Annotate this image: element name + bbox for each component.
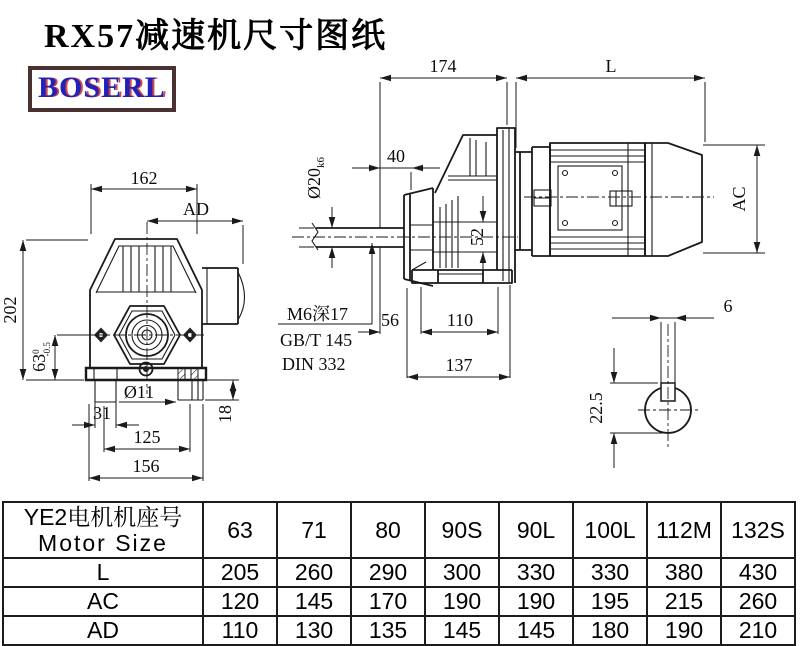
col-header: 112M (647, 502, 721, 558)
col-header: 90S (425, 502, 499, 558)
dim-18-label: 18 (215, 405, 235, 423)
foot-slot-hatch-right (191, 368, 198, 380)
col-header: 90L (499, 502, 573, 558)
page-title: RX57减速机尺寸图纸 (44, 18, 388, 55)
dim-L-label: L (605, 56, 617, 76)
dim-key-height-label: 22.5 (586, 392, 606, 424)
col-header: 132S (721, 502, 795, 558)
cell: 130 (277, 616, 351, 645)
cell: 145 (425, 616, 499, 645)
dim-174-label: 174 (429, 56, 457, 76)
dimension-table (2, 501, 796, 646)
note-din-standard: DIN 332 (282, 354, 346, 374)
cell: 330 (573, 558, 647, 587)
dim-52-label: 52 (467, 228, 487, 246)
cell: 205 (203, 558, 277, 587)
note-gb-standard: GB/T 145 (280, 330, 353, 350)
note-tap-hole: M6深17 (287, 304, 349, 324)
dim-31-label: 31 (93, 403, 111, 423)
fan-cover (645, 143, 702, 256)
output-shaft (316, 228, 404, 247)
side-ribs (440, 138, 486, 268)
cell: 110 (203, 616, 277, 645)
col-header: 80 (351, 502, 425, 558)
foot-slot-hatch-left (178, 368, 185, 380)
cell: 430 (721, 558, 795, 587)
dim-hole-label: Ø11 (123, 382, 155, 402)
table-row-L (3, 558, 795, 587)
table-row-AD (3, 616, 795, 645)
cell: 260 (277, 558, 351, 587)
dim-56-label: 56 (381, 310, 399, 330)
side-view (278, 56, 518, 378)
dim-63-label: $63^0-0.5$ (29, 342, 52, 372)
dim-137-label: 137 (445, 355, 473, 375)
dim-156-label: 156 (132, 456, 160, 476)
motor-view (515, 56, 765, 256)
logo-text: BOSERL (38, 71, 166, 104)
col-header: 63 (203, 502, 277, 558)
cell: 120 (203, 587, 277, 616)
dim-110-label: 110 (446, 310, 474, 330)
table-header-row (3, 502, 795, 558)
cell: 190 (425, 587, 499, 616)
cell: 145 (499, 616, 573, 645)
cell: 380 (647, 558, 721, 587)
dim-202-label: 202 (0, 296, 20, 324)
motor-fins (550, 150, 645, 249)
cell: 290 (351, 558, 425, 587)
dim-ad-label: AD (183, 199, 209, 219)
cell: 170 (351, 587, 425, 616)
cell: 300 (425, 558, 499, 587)
front-view (0, 168, 245, 481)
cell: 195 (573, 587, 647, 616)
dim-125-label: 125 (133, 427, 161, 447)
shaft-section (586, 296, 733, 468)
col-header: 71 (277, 502, 351, 558)
cell: 190 (647, 616, 721, 645)
dim-162-label: 162 (130, 168, 158, 188)
header-en: Motor Size (38, 530, 168, 556)
row-label: AC (3, 587, 203, 616)
cell: 210 (721, 616, 795, 645)
dim-key-width-label: 6 (723, 296, 733, 316)
cell: 215 (647, 587, 721, 616)
col-header: 100L (573, 502, 647, 558)
cell: 135 (351, 616, 425, 645)
motor-body (550, 143, 645, 256)
cell: 330 (499, 558, 573, 587)
cell: 180 (573, 616, 647, 645)
cell: 145 (277, 587, 351, 616)
motor-size-header (3, 502, 203, 558)
row-label: AD (3, 616, 203, 645)
cell: 260 (721, 587, 795, 616)
stator-frame (558, 166, 622, 230)
dim-shaft-dia-label: $Ø20_{k6}$ (304, 157, 327, 199)
header-cn: YE2电机机座号 (23, 503, 183, 530)
row-label: L (3, 558, 203, 587)
dim-AC-label: AC (729, 186, 749, 212)
cell: 190 (499, 587, 573, 616)
table-row-AC (3, 587, 795, 616)
dim-40-label: 40 (387, 146, 405, 166)
